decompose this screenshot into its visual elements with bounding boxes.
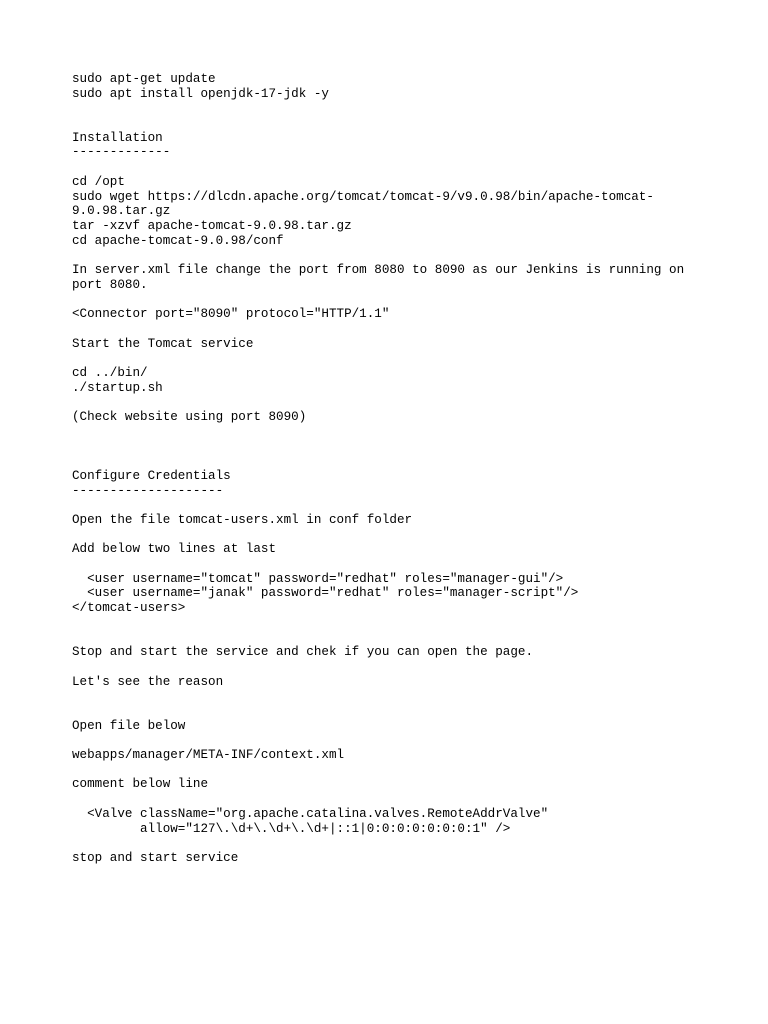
text-line: Start the Tomcat service — [72, 336, 254, 351]
code-line: <Connector port="8090" protocol="HTTP/1.1" — [72, 307, 390, 322]
command-line: sudo apt install openjdk-17-jdk -y — [72, 86, 329, 101]
blank-line — [72, 101, 712, 116]
blank-line — [72, 454, 712, 469]
blank-line — [72, 248, 712, 263]
blank-line — [72, 425, 712, 440]
text-line: Stop and start the service and chek if you can open the page. — [72, 645, 534, 660]
text-line: (Check website using port 8090) — [72, 410, 307, 425]
text-line: Open file below — [72, 718, 186, 733]
section-heading: Installation — [72, 130, 163, 145]
heading-underline: ------------- — [72, 145, 171, 160]
blank-line — [72, 763, 712, 778]
blank-line — [72, 836, 712, 851]
text-line: stop and start service — [72, 850, 239, 865]
blank-line — [72, 395, 712, 410]
heading-underline: -------------------- — [72, 483, 224, 498]
blank-line — [72, 616, 712, 631]
command-line: cd ../bin/ — [72, 365, 148, 380]
code-line: </tomcat-users> — [72, 601, 186, 616]
text-line: In server.xml file change the port from 8080 to 8090 as our Jenkins is running on — [72, 263, 685, 278]
blank-line — [72, 322, 712, 337]
code-line: allow="127\.\d+\.\d+\.\d+|::1|0:0:0:0:0:0:0:1" /> — [72, 821, 511, 836]
text-line: Let's see the reason — [72, 674, 224, 689]
text-line: port 8080. — [72, 277, 148, 292]
section-heading: Configure Credentials — [72, 468, 231, 483]
command-line: sudo wget https://dlcdn.apache.org/tomcat/tomcat-9/v9.0.98/bin/apache-tomcat- — [72, 189, 654, 204]
blank-line — [72, 292, 712, 307]
blank-line — [72, 351, 712, 366]
command-line: ./startup.sh — [72, 380, 163, 395]
blank-line — [72, 160, 712, 175]
blank-line — [72, 660, 712, 675]
command-line: 9.0.98.tar.gz — [72, 204, 171, 219]
blank-line — [72, 733, 712, 748]
file-path-line: webapps/manager/META-INF/context.xml — [72, 748, 345, 763]
document-page — [72, 72, 712, 866]
code-line: <user username="tomcat" password="redhat" roles="manager-gui"/> — [72, 571, 564, 586]
blank-line — [72, 557, 712, 572]
blank-line — [72, 630, 712, 645]
blank-line — [72, 792, 712, 807]
text-line: Add below two lines at last — [72, 542, 277, 557]
blank-line — [72, 439, 712, 454]
command-line: cd /opt — [72, 174, 125, 189]
blank-line — [72, 704, 712, 719]
command-line: tar -xzvf apache-tomcat-9.0.98.tar.gz — [72, 218, 352, 233]
text-line: comment below line — [72, 777, 209, 792]
blank-line — [72, 116, 712, 131]
blank-line — [72, 498, 712, 513]
blank-line — [72, 528, 712, 543]
text-line: Open the file tomcat-users.xml in conf folder — [72, 512, 413, 527]
code-line: <user username="janak" password="redhat" roles="manager-script"/> — [72, 586, 579, 601]
code-line: <Valve className="org.apache.catalina.valves.RemoteAddrValve" — [72, 806, 549, 821]
command-line: cd apache-tomcat-9.0.98/conf — [72, 233, 284, 248]
command-line: sudo apt-get update — [72, 72, 216, 86]
blank-line — [72, 689, 712, 704]
